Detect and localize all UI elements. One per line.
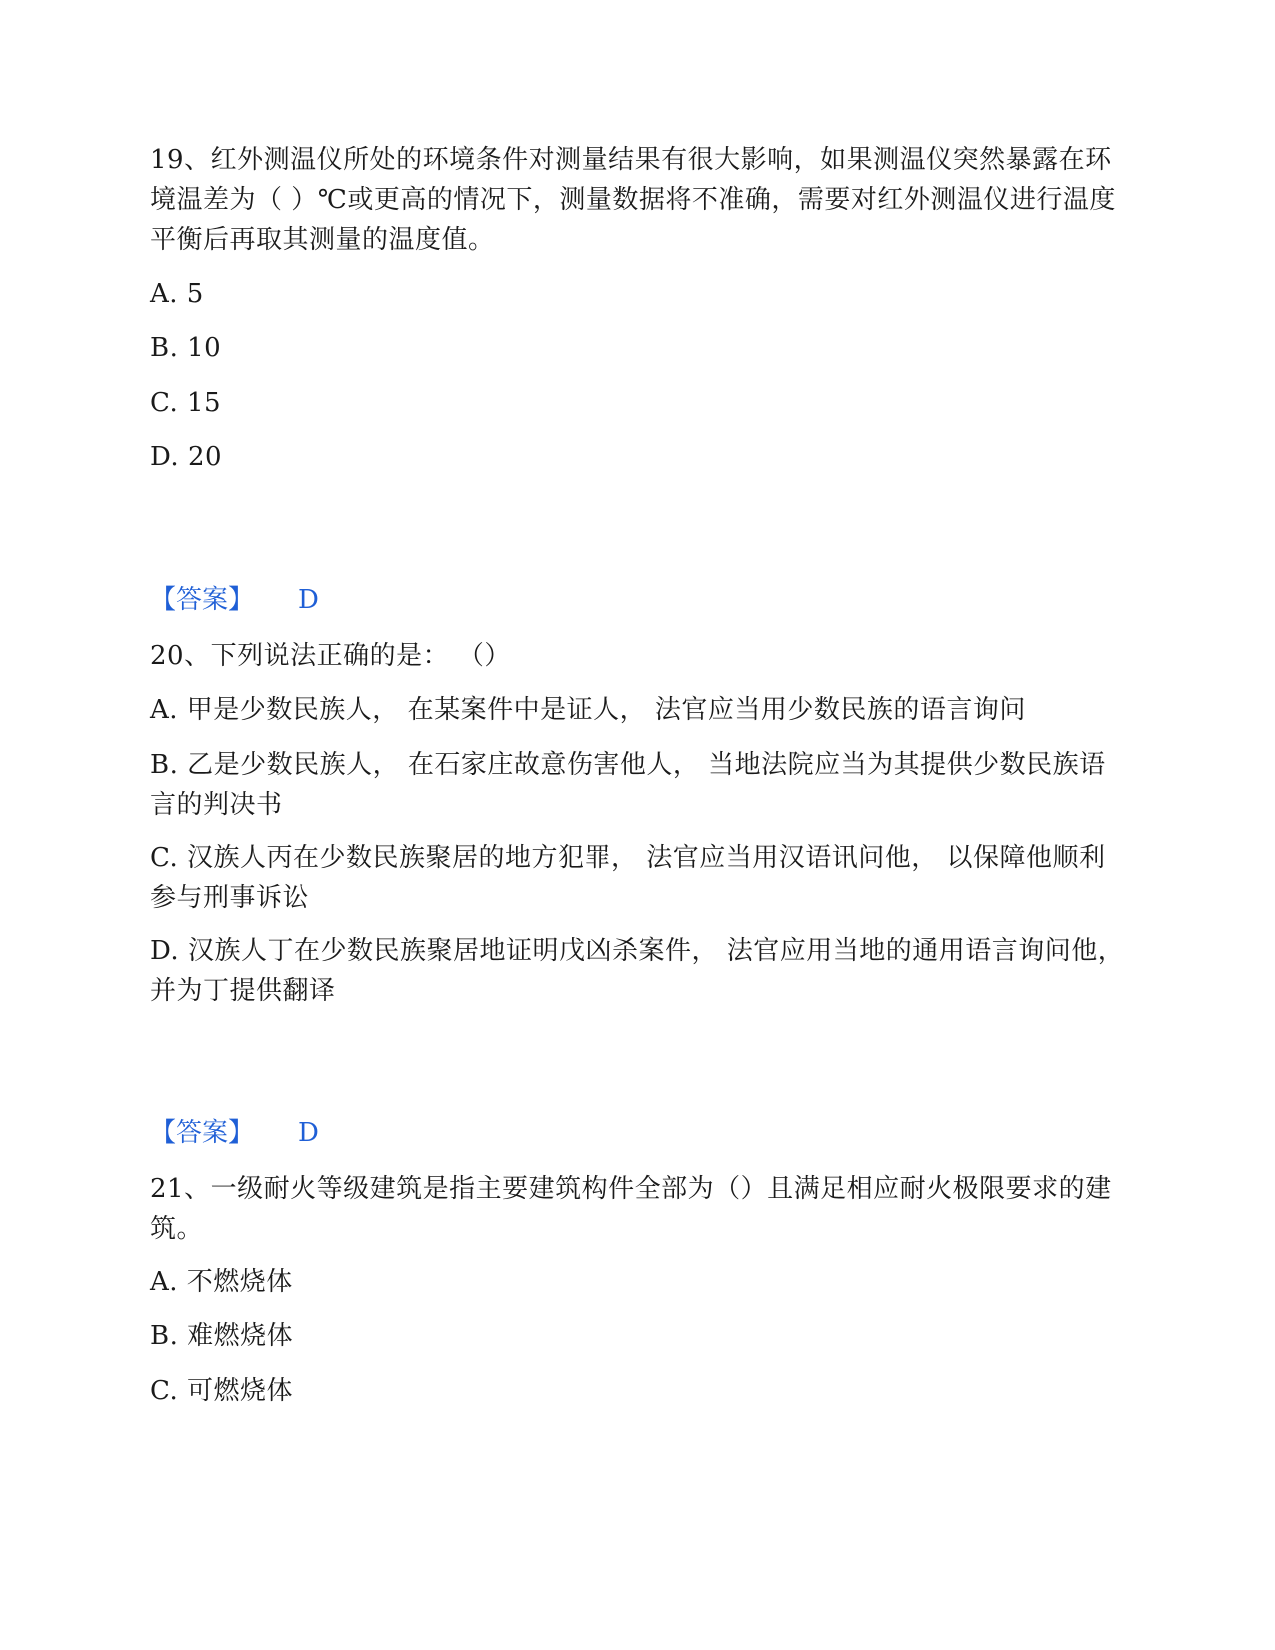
question-19-option-a: A. 5	[150, 279, 204, 309]
question-20-answer	[150, 1113, 319, 1153]
question-19-option-c: C. 15	[150, 388, 222, 418]
question-19-option-b: B. 10	[150, 333, 222, 363]
question-19-stem: 19、红外测温仪所处的环境条件对测量结果有很大影响，如果测温仪突然暴露在环境温差为（ ）℃或更高的情况下，测量数据将不准确，需要对红外测温仪进行温度平衡后再取其测量的温度值。	[150, 145, 1116, 255]
question-21-stem: 21、一级耐火等级建筑是指主要建筑构件全部为（）且满足相应耐火极限要求的建筑。	[150, 1174, 1112, 1244]
question-20-option-b: B. 乙是少数民族人， 在石家庄故意伤害他人， 当地法院应当为其提供少数民族语言的判决书	[150, 750, 1106, 820]
question-19-option-d: D. 20	[150, 442, 223, 472]
question-21-option-a: A. 不燃烧体	[150, 1267, 293, 1297]
question-20-stem: 20、下列说法正确的是： （）	[150, 641, 511, 671]
answer-value: D	[298, 585, 319, 615]
question-19-answer	[150, 580, 319, 620]
question-21-option-b: B. 难燃烧体	[150, 1321, 294, 1351]
question-20-option-d: D. 汉族人丁在少数民族聚居地证明戊凶杀案件， 法官应用当地的通用语言询问他， 并为丁提供翻译	[150, 936, 1125, 1006]
answer-value: D	[298, 1118, 319, 1148]
question-20-option-c: C. 汉族人丙在少数民族聚居的地方犯罪， 法官应当用汉语讯问他， 以保障他顺利参与刑事诉讼	[150, 843, 1106, 913]
answer-label: 【答案】	[150, 585, 255, 615]
answer-label: 【答案】	[150, 1118, 255, 1148]
question-20-option-a: A. 甲是少数民族人， 在某案件中是证人， 法官应当用少数民族的语言询问	[150, 695, 1026, 725]
question-21-option-c: C. 可燃烧体	[150, 1376, 293, 1406]
